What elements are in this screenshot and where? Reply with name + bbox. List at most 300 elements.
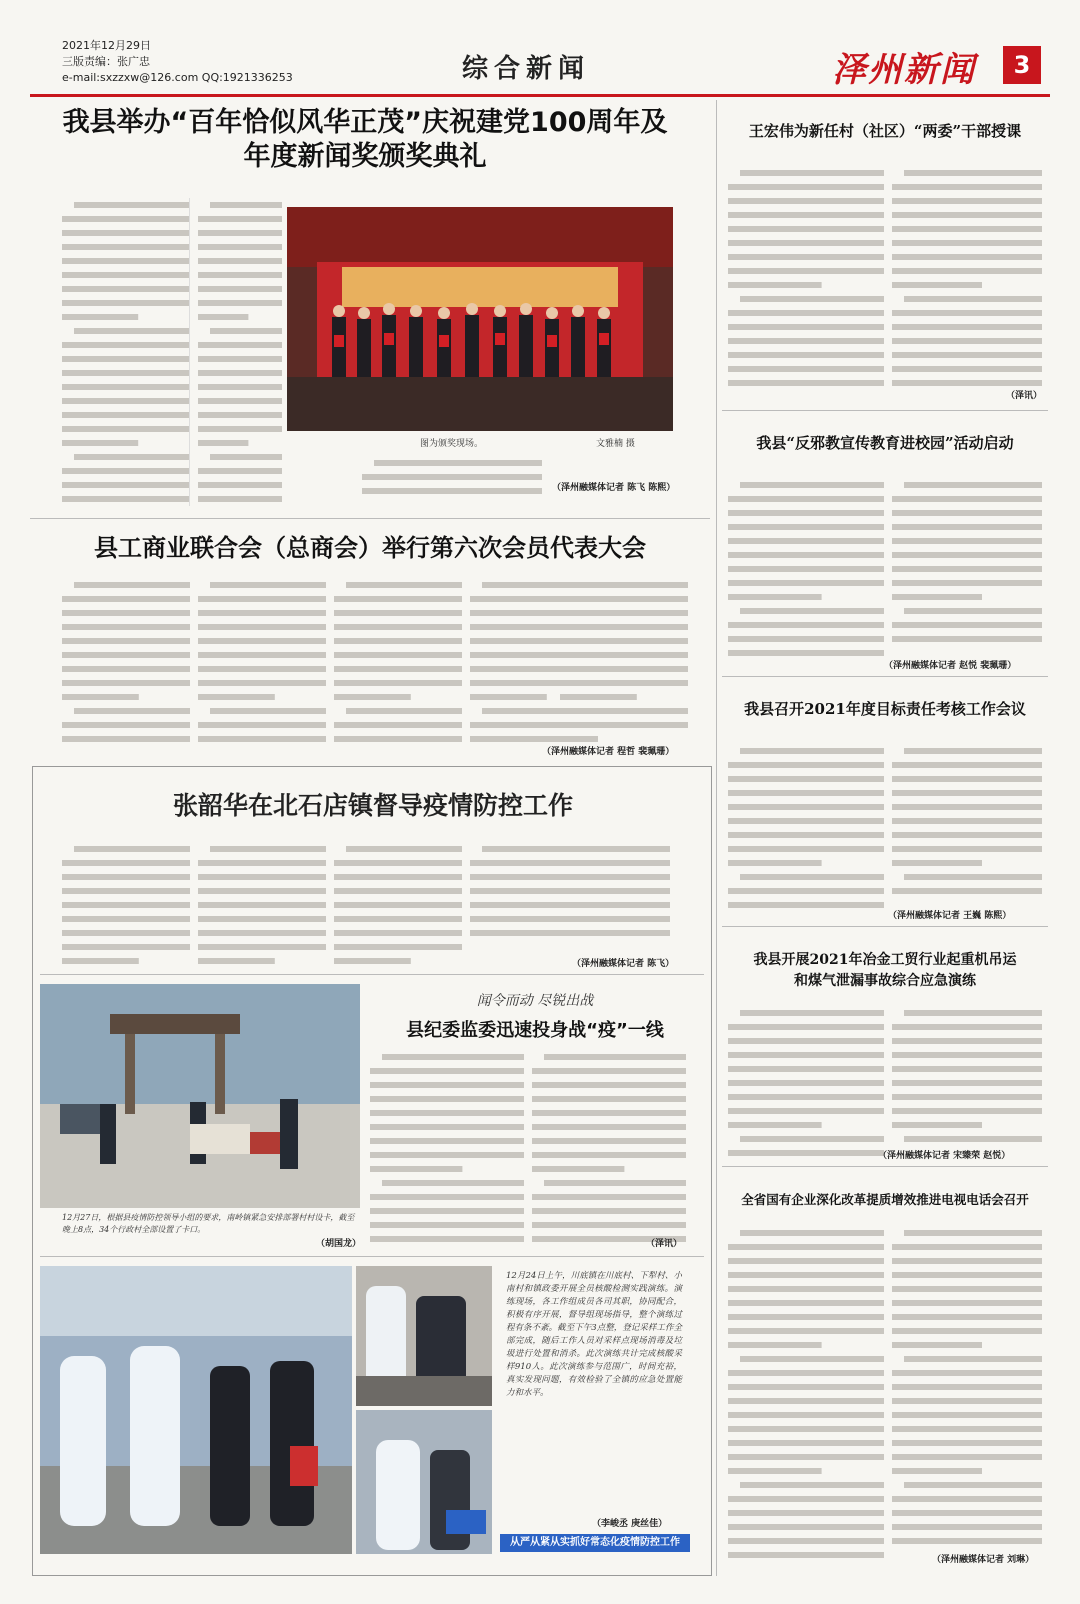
text-line xyxy=(62,496,189,502)
page-editor: 三版责编：张广忠 xyxy=(62,55,150,68)
text-line xyxy=(892,636,1042,642)
text-line xyxy=(728,650,884,656)
text-line xyxy=(370,1068,524,1074)
text-line xyxy=(62,680,190,686)
text-lines xyxy=(362,456,542,504)
text-line xyxy=(62,624,190,630)
text-lines xyxy=(62,842,190,968)
text-line xyxy=(728,1342,822,1348)
text-line xyxy=(892,380,1042,386)
text-line xyxy=(892,888,1042,894)
text-line xyxy=(62,902,190,908)
text-line xyxy=(74,454,189,460)
text-line xyxy=(560,680,688,686)
text-line xyxy=(892,580,1042,586)
text-line xyxy=(334,860,462,866)
text-line xyxy=(728,902,884,908)
text-line xyxy=(728,1024,884,1030)
text-line xyxy=(198,468,282,474)
body-text-a3-col3 xyxy=(334,842,462,968)
headline-right-2: 我县“反邪教宣传教育进校园”活动启动 xyxy=(756,434,1014,452)
text-lines xyxy=(892,166,1042,392)
text-line xyxy=(198,230,282,236)
text-line xyxy=(892,1538,1042,1544)
text-line xyxy=(62,482,189,488)
text-line xyxy=(62,398,189,404)
body-text-r1-col2 xyxy=(892,166,1042,392)
text-line xyxy=(728,1150,884,1156)
text-line xyxy=(892,566,1042,572)
text-line xyxy=(892,198,1042,204)
text-line xyxy=(198,916,326,922)
text-line xyxy=(892,1272,1042,1278)
text-line xyxy=(198,638,326,644)
text-line xyxy=(198,680,326,686)
text-line xyxy=(382,1180,524,1186)
text-line xyxy=(728,566,884,572)
text-line xyxy=(334,874,462,880)
text-line xyxy=(62,440,138,446)
text-line xyxy=(62,412,189,418)
headline-article-4: 县纪委监委迅速投身战“疫”一线 xyxy=(406,1020,664,1041)
text-line xyxy=(198,930,326,936)
text-line xyxy=(728,1370,884,1376)
body-text-r2-col1 xyxy=(728,478,884,670)
text-line xyxy=(560,652,688,658)
text-line xyxy=(728,1314,884,1320)
text-line xyxy=(892,324,1042,330)
text-line xyxy=(728,352,884,358)
text-line xyxy=(62,300,189,306)
text-line xyxy=(470,860,670,866)
text-line xyxy=(334,680,462,686)
body-text-r5-col2 xyxy=(892,1226,1042,1548)
text-line xyxy=(728,1426,884,1432)
page-number: 3 xyxy=(1003,46,1041,84)
text-line xyxy=(892,622,1042,628)
text-line xyxy=(728,804,884,810)
text-line xyxy=(62,916,190,922)
text-line xyxy=(532,1166,624,1172)
text-line xyxy=(62,272,189,278)
body-text-r3-col1 xyxy=(728,744,884,924)
text-line xyxy=(728,282,822,288)
text-lines xyxy=(334,842,462,968)
text-line xyxy=(334,666,462,672)
text-line xyxy=(892,832,1042,838)
text-line xyxy=(62,944,190,950)
text-line xyxy=(334,902,462,908)
text-line xyxy=(62,610,190,616)
body-text-a3-col2 xyxy=(198,842,326,968)
text-line xyxy=(362,488,542,494)
text-line xyxy=(346,582,462,588)
text-line xyxy=(198,244,282,250)
text-line xyxy=(728,832,884,838)
text-line xyxy=(892,240,1042,246)
text-line xyxy=(740,1482,884,1488)
headline-right-4 xyxy=(720,950,1050,992)
divider xyxy=(722,676,1048,677)
text-line xyxy=(892,1024,1042,1030)
text-line xyxy=(728,1412,884,1418)
body-text-r3-col2 xyxy=(892,744,1042,906)
text-line xyxy=(62,426,189,432)
text-line xyxy=(470,930,670,936)
text-line xyxy=(728,524,884,530)
text-line xyxy=(532,1208,686,1214)
text-line xyxy=(210,328,282,334)
text-line xyxy=(62,860,190,866)
text-line xyxy=(62,468,189,474)
text-line xyxy=(62,314,138,320)
text-line xyxy=(62,652,190,658)
text-line xyxy=(334,722,462,728)
body-text-r1-col1 xyxy=(728,166,884,402)
nucleic-test-photo-3 xyxy=(356,1410,492,1554)
text-line xyxy=(370,1208,524,1214)
body-text-a2-col5 xyxy=(560,578,688,738)
text-line xyxy=(892,1094,1042,1100)
checkpoint-photo xyxy=(40,984,360,1208)
text-line xyxy=(74,582,190,588)
text-line xyxy=(728,846,884,852)
text-line xyxy=(892,1108,1042,1114)
text-line xyxy=(198,694,275,700)
headline-article-2: 县工商业联合会（总商会）举行第六次会员代表大会 xyxy=(94,534,646,562)
text-line xyxy=(532,1194,686,1200)
text-line xyxy=(370,1138,524,1144)
text-line xyxy=(728,310,884,316)
text-line xyxy=(728,1552,884,1558)
text-line xyxy=(728,1066,884,1072)
text-line xyxy=(892,594,982,600)
text-line xyxy=(470,874,670,880)
byline-r2: （泽州融媒体记者 赵悦 裴珮珊） xyxy=(884,661,1017,671)
text-line xyxy=(560,722,688,728)
text-line xyxy=(382,1054,524,1060)
body-text-a3-col4 xyxy=(470,842,670,952)
text-line xyxy=(892,510,1042,516)
text-line xyxy=(62,888,190,894)
text-line xyxy=(728,636,884,642)
text-lines xyxy=(198,578,326,758)
section-title: 综合新闻 xyxy=(462,54,591,84)
text-line xyxy=(728,538,884,544)
headline-line-1: 我县开展2021年冶金工贸行业起重机吊运 xyxy=(753,952,1017,968)
text-line xyxy=(198,384,282,390)
byline-a2: （泽州融媒体记者 程哲 裴珮珊） xyxy=(542,747,675,757)
issue-date: 2021年12月29日 xyxy=(62,39,151,52)
text-line xyxy=(904,296,1042,302)
text-line xyxy=(728,1496,884,1502)
text-line xyxy=(198,624,326,630)
text-line xyxy=(198,902,326,908)
text-line xyxy=(892,1496,1042,1502)
text-line xyxy=(62,722,190,728)
text-line xyxy=(198,888,326,894)
text-line xyxy=(62,286,189,292)
divider xyxy=(722,410,1048,411)
text-lines xyxy=(198,842,326,968)
text-line xyxy=(532,1138,686,1144)
body-text-r4-col1 xyxy=(728,1006,884,1160)
text-line xyxy=(728,1094,884,1100)
divider xyxy=(40,974,704,975)
text-line xyxy=(892,1258,1042,1264)
text-line xyxy=(892,804,1042,810)
body-text-a2-col3 xyxy=(334,578,462,758)
text-line xyxy=(740,748,884,754)
column-divider xyxy=(716,100,717,1576)
text-line xyxy=(740,874,884,880)
text-lines xyxy=(62,578,190,758)
text-lines xyxy=(532,1050,686,1250)
text-line xyxy=(532,1124,686,1130)
divider xyxy=(722,926,1048,927)
text-lines xyxy=(728,744,884,924)
text-line xyxy=(560,638,688,644)
text-line xyxy=(532,1110,686,1116)
photo-caption-a5: 12月24日上午，川底镇在川底村、下犁村、小南村和镇政委开展全员核酸检测实践演练。演练现场，各工作组成员各司其职，协同配合，积极有序开展，督导组现场指导，整个演练过程有条不紊。截至下午3点整，登记采样工作全部完成，随后工作人员对采样点现场消毒及垃圾进行处置和消杀。此次演练共计完成核酸采样910人。此次演练参与范围广，时间充裕，真实发现问题，有效检验了全镇的应急处置能力和水平。 xyxy=(506,1271,682,1398)
text-line xyxy=(728,818,884,824)
text-line xyxy=(370,1194,524,1200)
text-line xyxy=(198,356,282,362)
text-line xyxy=(892,790,1042,796)
headline-right-5: 全省国有企业深化改革提质增效推进电视电话会召开 xyxy=(741,1192,1029,1207)
text-line xyxy=(210,582,326,588)
text-line xyxy=(728,212,884,218)
text-lines xyxy=(62,198,189,506)
text-line xyxy=(892,1300,1042,1306)
text-line xyxy=(904,1482,1042,1488)
text-line xyxy=(62,356,189,362)
text-line xyxy=(198,722,326,728)
text-line xyxy=(198,412,282,418)
text-line xyxy=(62,258,189,264)
text-line xyxy=(892,1066,1042,1072)
text-line xyxy=(728,338,884,344)
text-line xyxy=(62,244,189,250)
divider xyxy=(30,518,710,519)
award-ceremony-photo xyxy=(287,207,673,431)
body-text-r2-col2 xyxy=(892,478,1042,654)
text-line xyxy=(62,930,190,936)
text-line xyxy=(892,496,1042,502)
text-line xyxy=(198,958,275,964)
nucleic-test-photo-1 xyxy=(40,1266,352,1554)
text-line xyxy=(198,860,326,866)
text-line xyxy=(62,874,190,880)
text-line xyxy=(740,482,884,488)
text-line xyxy=(470,694,547,700)
headline-right-3: 我县召开2021年度目标责任考核工作会议 xyxy=(744,700,1026,718)
text-line xyxy=(370,1124,524,1130)
text-line xyxy=(892,1122,982,1128)
text-lines xyxy=(728,478,884,670)
text-line xyxy=(728,1272,884,1278)
text-line xyxy=(470,916,670,922)
text-line xyxy=(544,1180,686,1186)
text-line xyxy=(892,1038,1042,1044)
text-line xyxy=(728,1328,884,1334)
text-line xyxy=(892,1412,1042,1418)
text-line xyxy=(740,170,884,176)
text-line xyxy=(532,1222,686,1228)
text-line xyxy=(62,342,189,348)
text-line xyxy=(892,366,1042,372)
text-line xyxy=(560,624,688,630)
text-line xyxy=(728,1244,884,1250)
text-line xyxy=(728,268,884,274)
text-line xyxy=(198,300,282,306)
text-line xyxy=(892,1510,1042,1516)
text-line xyxy=(904,1356,1042,1362)
text-line xyxy=(728,1286,884,1292)
text-line xyxy=(334,694,411,700)
body-text-a1-col2 xyxy=(198,198,282,506)
text-line xyxy=(892,212,1042,218)
text-line xyxy=(198,272,282,278)
text-line xyxy=(62,958,139,964)
text-line xyxy=(74,202,189,208)
text-line xyxy=(198,496,282,502)
text-line xyxy=(370,1082,524,1088)
text-line xyxy=(374,460,542,466)
text-line xyxy=(370,1236,524,1242)
text-line xyxy=(892,184,1042,190)
text-line xyxy=(728,184,884,190)
text-line xyxy=(892,352,1042,358)
text-lines xyxy=(560,578,688,738)
text-line xyxy=(198,610,326,616)
text-line xyxy=(728,496,884,502)
text-line xyxy=(370,1152,524,1158)
text-line xyxy=(892,524,1042,530)
text-line xyxy=(728,776,884,782)
text-line xyxy=(74,846,190,852)
text-line xyxy=(728,1440,884,1446)
text-line xyxy=(62,596,190,602)
text-lines xyxy=(370,1050,524,1250)
text-line xyxy=(62,370,189,376)
divider xyxy=(40,1256,704,1257)
text-line xyxy=(728,860,822,866)
text-lines xyxy=(728,1006,884,1160)
text-line xyxy=(728,888,884,894)
text-line xyxy=(560,694,637,700)
text-line xyxy=(334,638,462,644)
text-line xyxy=(198,944,326,950)
text-line xyxy=(74,328,189,334)
masthead-logo: 泽州新闻 xyxy=(832,50,976,90)
text-line xyxy=(198,398,282,404)
text-line xyxy=(198,440,248,446)
nucleic-test-photo-2 xyxy=(356,1266,492,1406)
text-line xyxy=(334,596,462,602)
text-line xyxy=(728,1080,884,1086)
text-line xyxy=(560,610,688,616)
text-line xyxy=(892,1314,1042,1320)
text-line xyxy=(198,216,282,222)
text-line xyxy=(728,1454,884,1460)
text-line xyxy=(62,666,190,672)
text-line xyxy=(532,1152,686,1158)
text-line xyxy=(62,638,190,644)
header-rule xyxy=(30,94,1050,97)
text-line xyxy=(198,874,326,880)
text-line xyxy=(892,310,1042,316)
text-line xyxy=(334,888,462,894)
photo-credit-a1: 文雅楠 摄 xyxy=(596,439,635,449)
body-text-a2-col2 xyxy=(198,578,326,758)
text-line xyxy=(198,652,326,658)
text-line xyxy=(892,1286,1042,1292)
byline-r5: （泽州融媒体记者 刘琳） xyxy=(932,1555,1035,1565)
text-line xyxy=(482,846,670,852)
text-line xyxy=(728,762,884,768)
text-line xyxy=(728,1510,884,1516)
text-line xyxy=(728,790,884,796)
header-meta xyxy=(62,38,293,86)
text-line xyxy=(560,666,688,672)
text-line xyxy=(892,1370,1042,1376)
text-line xyxy=(728,240,884,246)
text-line xyxy=(62,216,189,222)
text-line xyxy=(198,482,282,488)
text-line xyxy=(892,1080,1042,1086)
text-line xyxy=(728,622,884,628)
text-line xyxy=(728,1052,884,1058)
text-line xyxy=(532,1068,686,1074)
text-line xyxy=(544,1054,686,1060)
text-line xyxy=(74,708,190,714)
body-text-a2-col1 xyxy=(62,578,190,758)
text-line xyxy=(904,1010,1042,1016)
text-line xyxy=(572,582,688,588)
body-text-a1-col1 xyxy=(62,198,190,506)
text-line xyxy=(728,1108,884,1114)
text-line xyxy=(904,874,1042,880)
text-line xyxy=(740,1010,884,1016)
text-line xyxy=(198,736,326,742)
text-line xyxy=(728,510,884,516)
photo-credit-a5: （李峻丞 庚丝佳） xyxy=(592,1519,668,1529)
text-lines xyxy=(728,1226,884,1566)
text-line xyxy=(892,254,1042,260)
text-line xyxy=(728,1398,884,1404)
body-text-a1-col3 xyxy=(362,456,542,504)
text-line xyxy=(370,1096,524,1102)
text-lines xyxy=(198,198,282,506)
text-line xyxy=(904,170,1042,176)
text-line xyxy=(334,610,462,616)
text-line xyxy=(892,846,1042,852)
text-line xyxy=(892,1384,1042,1390)
body-text-a4-col2 xyxy=(532,1050,686,1250)
contact-info: e-mail:sxzzxw@126.com QQ:1921336253 xyxy=(62,71,293,84)
text-line xyxy=(198,258,282,264)
text-line xyxy=(728,594,822,600)
text-line xyxy=(892,268,1042,274)
body-text-r5-col1 xyxy=(728,1226,884,1566)
text-line xyxy=(198,314,248,320)
text-line xyxy=(892,1328,1042,1334)
text-line xyxy=(728,1384,884,1390)
text-line xyxy=(904,608,1042,614)
text-line xyxy=(210,454,282,460)
text-line xyxy=(370,1222,524,1228)
